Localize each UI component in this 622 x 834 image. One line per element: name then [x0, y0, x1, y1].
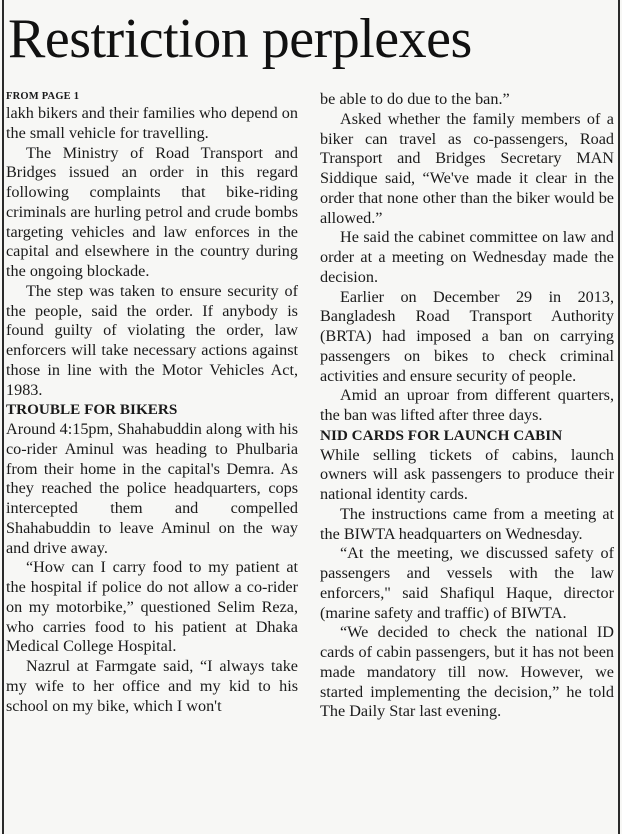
- paragraph: While selling tickets of cabins, launch owners will ask passengers to produce their national identity cards.: [320, 445, 614, 503]
- paragraph: Nazrul at Farmgate said, “I always take my wife to her office and my kid to his school on my bike, which I won't: [6, 657, 298, 715]
- paragraph: “We decided to check the national ID cards of cabin passengers, but it has not been made mandatory till now. However, we started implementing the decision,” he told The Daily Star last evening.: [320, 623, 614, 721]
- paragraph: Earlier on December 29 in 2013, Bangladesh Road Transport Authority (BRTA) had imposed a ban on carrying passengers on bikes to check criminal activities and ensure security of people.: [320, 287, 614, 385]
- paragraph: “How can I carry food to my patient at the hospital if police do not allow a co-rider on my motorbike,” questioned Selim Reza, who carries food to his patient at Dhaka Medical College Hospital.: [6, 558, 298, 656]
- paragraph: “At the meeting, we discussed safety of passengers and vessels with the law enforcers," said Shafiqul Haque, director (marine safety and traffic) of BIWTA.: [320, 544, 614, 622]
- left-column: [6, 90, 298, 716]
- paragraph: He said the cabinet committee on law and order at a meeting on Wednesday made the decision.: [320, 228, 614, 286]
- headline: Restriction perplexes: [8, 8, 472, 70]
- paragraph: The instructions came from a meeting at the BIWTA headquarters on Wednesday.: [320, 504, 614, 543]
- paragraph: be able to do due to the ban.”: [320, 90, 510, 108]
- subhead-nid-cards: NID CARDS FOR LAUNCH CABIN: [320, 426, 563, 444]
- subhead-trouble-for-bikers: TROUBLE FOR BIKERS: [6, 401, 178, 419]
- kicker: FROM PAGE 1: [6, 91, 80, 102]
- right-column: [320, 90, 614, 722]
- paragraph: Asked whether the family members of a biker can travel as co-passengers, Road Transport and Bridges Secretary MAN Siddique said, “We've made it clear in the order that none other than the biker would be allowed.”: [320, 109, 614, 227]
- right-edge-rule: [618, 0, 620, 834]
- paragraph: The step was taken to ensure security of the people, said the order. If anybody is found guilty of violating the order, law enforcers will take necessary actions against those in line with the Motor Vehicles Act, 1983.: [6, 281, 298, 399]
- paragraph: lakh bikers and their families who depend on the small vehicle for travelling.: [6, 104, 298, 142]
- paragraph: Around 4:15pm, Shahabuddin along with his co-rider Aminul was heading to Phulbaria from their home in the capital's Demra. As they reached the police headquarters, cops intercepted them and compelled Shahabuddin to leave Aminul on the way and drive away.: [6, 420, 298, 557]
- left-column-rule: [2, 0, 4, 834]
- paragraph: Amid an uproar from different quarters, the ban was lifted after three days.: [320, 386, 614, 424]
- paragraph: The Ministry of Road Transport and Bridges issued an order in this regard following complaints that bike-riding criminals are hurling petrol and crude bombs targeting vehicles and law enforces in the capital and elsewhere in the country during the ongoing blockade.: [6, 143, 298, 280]
